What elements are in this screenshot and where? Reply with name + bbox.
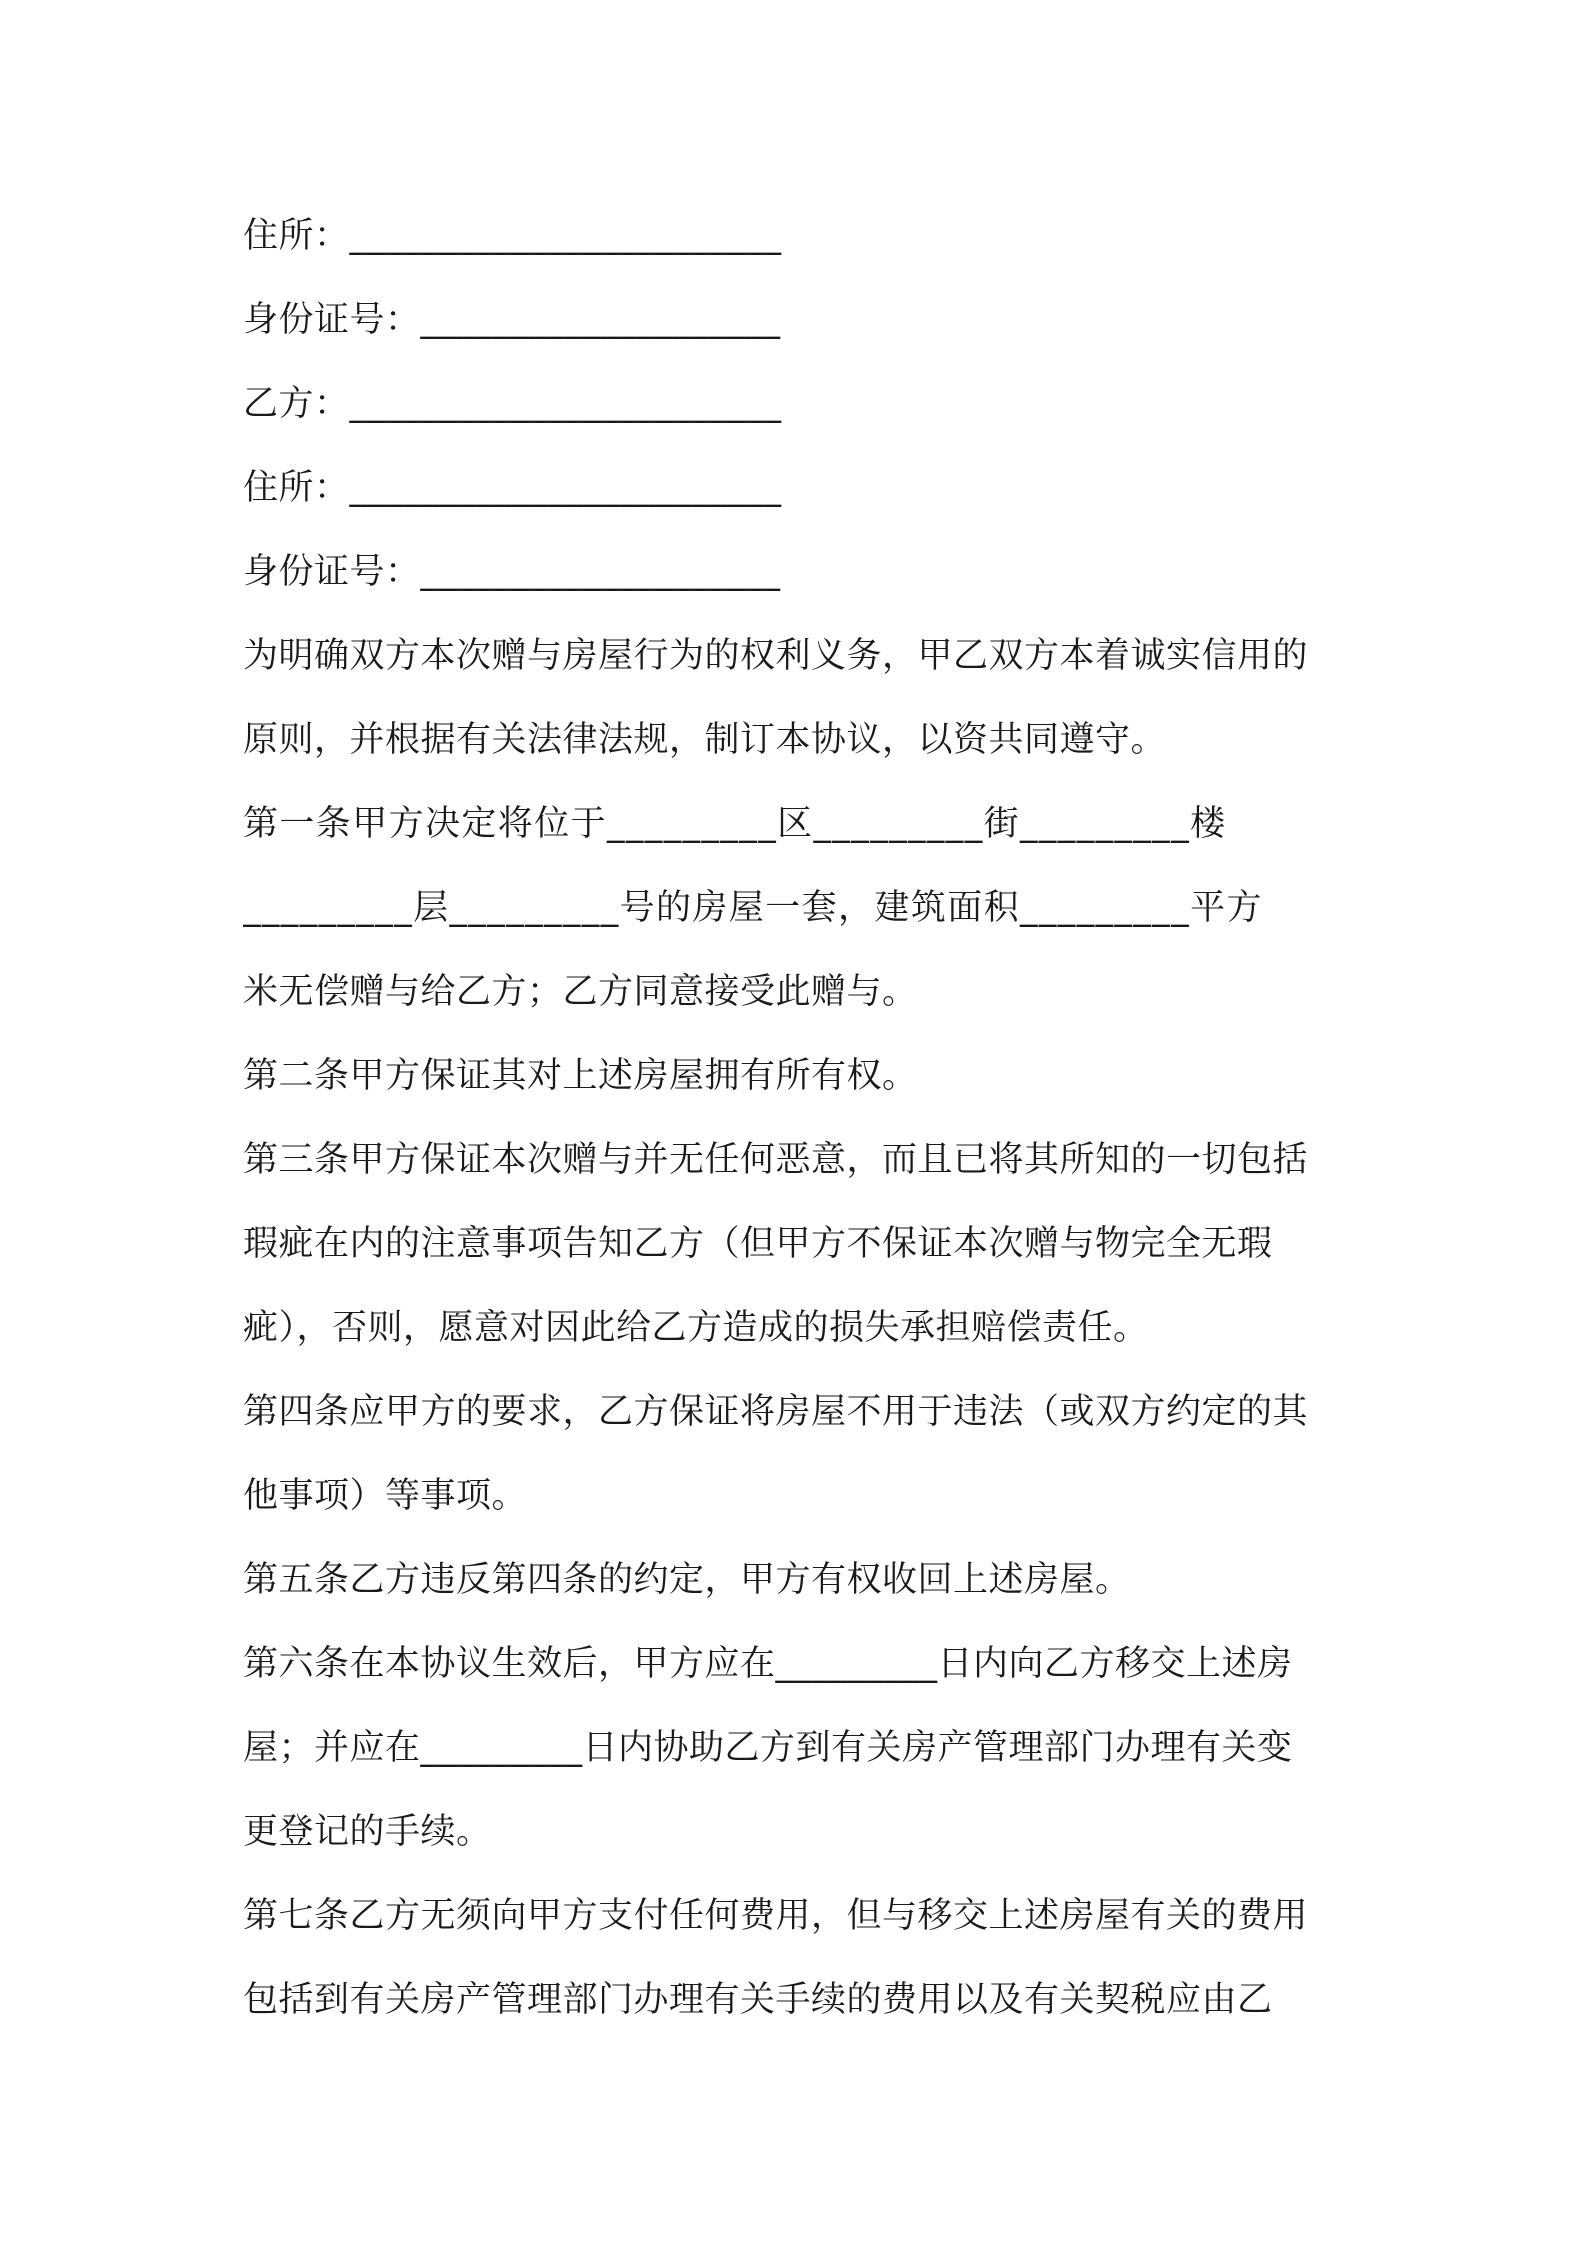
- article-7-line: 第七条乙方无须向甲方支付任何费用，但与移交上述房屋有关的费用: [243, 1896, 1309, 1936]
- party-b-id-number-line: 身份证号：____________________: [243, 552, 781, 592]
- contract-body: [243, 194, 1358, 2042]
- party-a-address-line: 住所：________________________: [243, 216, 782, 256]
- article-6-line: 更登记的手续。: [243, 1812, 492, 1852]
- party-a-id-number-line: 身份证号：____________________: [243, 300, 781, 340]
- preamble-line: 为明确双方本次赠与房屋行为的权利义务，甲乙双方本着诚实信用的: [243, 636, 1309, 676]
- party-b-address-line: 住所：________________________: [243, 468, 782, 508]
- article-7-line: 包括到有关房产管理部门办理有关手续的费用以及有关契税应由乙: [243, 1980, 1273, 2020]
- preamble-line: 原则，并根据有关法律法规，制订本协议，以资共同遵守。: [243, 720, 1167, 760]
- article-4-line: 第四条应甲方的要求，乙方保证将房屋不用于违法（或双方约定的其: [243, 1392, 1309, 1432]
- article-2-line: 第二条甲方保证其对上述房屋拥有所有权。: [243, 1056, 918, 1096]
- party-b-line: 乙方：________________________: [243, 384, 782, 424]
- article-5-line: 第五条乙方违反第四条的约定，甲方有权收回上述房屋。: [243, 1560, 1131, 1600]
- article-4-line: 他事项）等事项。: [243, 1476, 528, 1516]
- article-6-line: 第六条在本协议生效后，甲方应在_________日内向乙方移交上述房: [243, 1644, 1293, 1684]
- article-3-line: 疵），否则，愿意对因此给乙方造成的损失承担赔偿责任。: [243, 1308, 1149, 1348]
- article-3-line: 瑕疵在内的注意事项告知乙方（但甲方不保证本次赠与物完全无瑕: [243, 1224, 1273, 1264]
- article-1-line: _________层_________号的房屋一套，建筑面积_________平方: [243, 888, 1263, 928]
- article-6-line: 屋；并应在_________日内协助乙方到有关房产管理部门办理有关变: [243, 1728, 1293, 1768]
- article-1-line: 米无偿赠与给乙方；乙方同意接受此赠与。: [243, 972, 918, 1012]
- article-3-line: 第三条甲方保证本次赠与并无任何恶意，而且已将其所知的一切包括: [243, 1140, 1309, 1180]
- article-1-line: 第一条甲方决定将位于_________区_________街_________楼: [243, 804, 1227, 844]
